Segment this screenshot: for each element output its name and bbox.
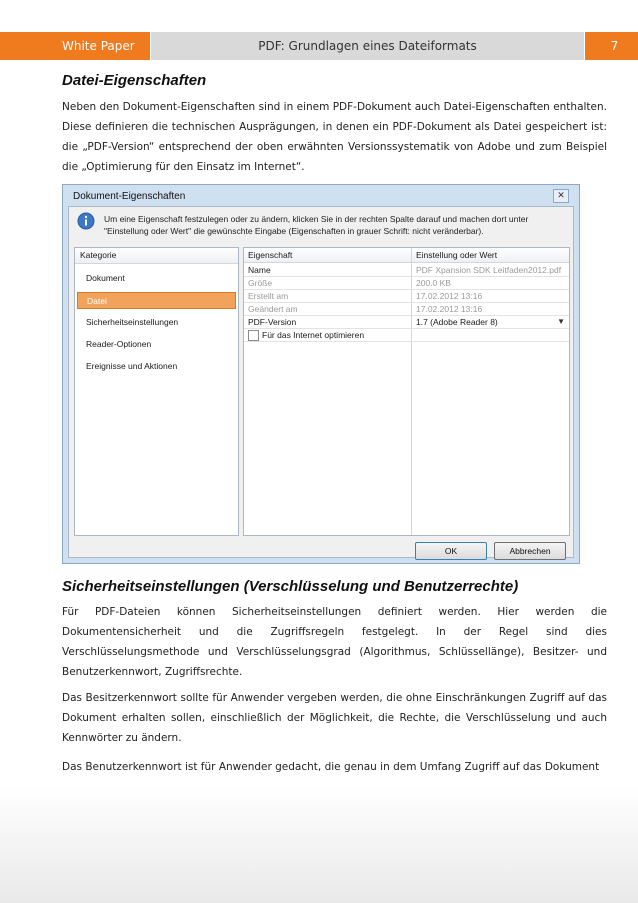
column-header-value: Einstellung oder Wert xyxy=(412,248,569,263)
category-item-dokument[interactable]: Dokument xyxy=(86,273,125,283)
chevron-down-icon[interactable]: ▼ xyxy=(557,317,565,326)
property-value: PDF Xpansion SDK Leitfaden2012.pdf xyxy=(416,265,562,275)
property-row[interactable] xyxy=(244,264,569,277)
property-row-internet-optimize[interactable] xyxy=(244,329,569,342)
info-icon xyxy=(77,212,95,230)
document-properties-dialog xyxy=(62,184,580,564)
property-value: 17.02.2012 13:16 xyxy=(416,291,483,301)
page-number: 7 xyxy=(585,32,638,60)
header-title: PDF: Grundlagen eines Dateiformats xyxy=(151,32,584,60)
section-heading-security: Sicherheitseinstellungen (Verschlüsselung und Benutzerrechte) xyxy=(62,578,519,595)
column-header-property: Eigenschaft xyxy=(244,248,412,263)
category-list xyxy=(74,247,239,536)
paragraph-security-3: Das Benutzerkennwort ist für Anwender gedacht, die genau in dem Umfang Zugriff auf das Dokument xyxy=(62,761,600,773)
page-header xyxy=(0,32,638,60)
paragraph-security-2: Das Besitzerkennwort sollte für Anwender vergeben werden, die ohne Einschränkungen Zugriff auf das Dokument erhalten sollen, einschließlich der Möglichkeit, die Rechte, die Verschlüsselung und auch Kennwörter zu ändern. xyxy=(62,692,607,744)
property-row[interactable] xyxy=(244,290,569,303)
property-value: 17.02.2012 13:16 xyxy=(416,304,483,314)
property-row-pdf-version[interactable] xyxy=(244,316,569,329)
property-key: Größe xyxy=(248,278,273,288)
property-row[interactable] xyxy=(244,277,569,290)
category-item-datei[interactable]: Datei xyxy=(77,292,236,309)
property-key: PDF-Version xyxy=(248,317,297,327)
category-item-reader-optionen[interactable]: Reader-Optionen xyxy=(86,339,152,349)
close-icon[interactable]: ✕ xyxy=(553,189,569,203)
cancel-button[interactable]: Abbrechen xyxy=(494,542,566,560)
property-grid xyxy=(243,247,570,536)
pdf-version-select[interactable]: 1.7 (Adobe Reader 8) xyxy=(416,317,498,327)
property-row[interactable] xyxy=(244,303,569,316)
paragraph-security-1: Für PDF-Dateien können Sicherheitseinstellungen definiert werden. Hier werden die Dokumentensicherheit und die Zugriffsregeln festgelegt. In der Regel sind dies Verschlüsselungsmethode und Verschlüsselungsgrad (Algorithmus, Schlüssellänge), Besitzer- und Benutzerkennwort, Zugriffsrechte. xyxy=(62,606,607,678)
section-heading-file-properties: Datei-Eigenschaften xyxy=(62,72,207,89)
checkbox-label: Für das Internet optimieren xyxy=(262,330,365,340)
dialog-body xyxy=(68,206,574,558)
ok-button[interactable]: OK xyxy=(415,542,487,560)
property-key: Name xyxy=(248,265,271,275)
property-key: Geändert am xyxy=(248,304,298,314)
paragraph-file-properties: Neben den Dokument-Eigenschaften sind in einem PDF-Dokument auch Datei-Eigenschaften enthalten. Diese definieren die technischen Ausprägungen, in denen ein PDF-Dokument als Datei gespeichert ist: die „PDF-Version“ entsprechend der oben erwähnten Versionssystematik von Adobe und zum Beispiel die „Optimierung für den Einsatz im Internet“. xyxy=(62,101,607,173)
dialog-title: Dokument-Eigenschaften xyxy=(73,191,186,202)
internet-optimize-checkbox[interactable] xyxy=(248,330,259,341)
page-bottom-shade xyxy=(0,785,638,903)
header-doc-type: White Paper xyxy=(0,32,150,60)
dialog-info-text: Um eine Eigenschaft festzulegen oder zu ändern, klicken Sie in der rechten Spalte darauf und machen dort unter "Einstellung oder Wert" die gewünschte Eingabe (Eigenschaften in grauer Schrift: nicht veränderbar). xyxy=(104,214,529,236)
property-key: Erstellt am xyxy=(248,291,289,301)
property-value: 200.0 KB xyxy=(416,278,451,288)
category-header: Kategorie xyxy=(75,248,238,264)
category-item-ereignisse[interactable]: Ereignisse und Aktionen xyxy=(86,361,178,371)
category-item-sicherheitseinstellungen[interactable]: Sicherheitseinstellungen xyxy=(86,317,179,327)
